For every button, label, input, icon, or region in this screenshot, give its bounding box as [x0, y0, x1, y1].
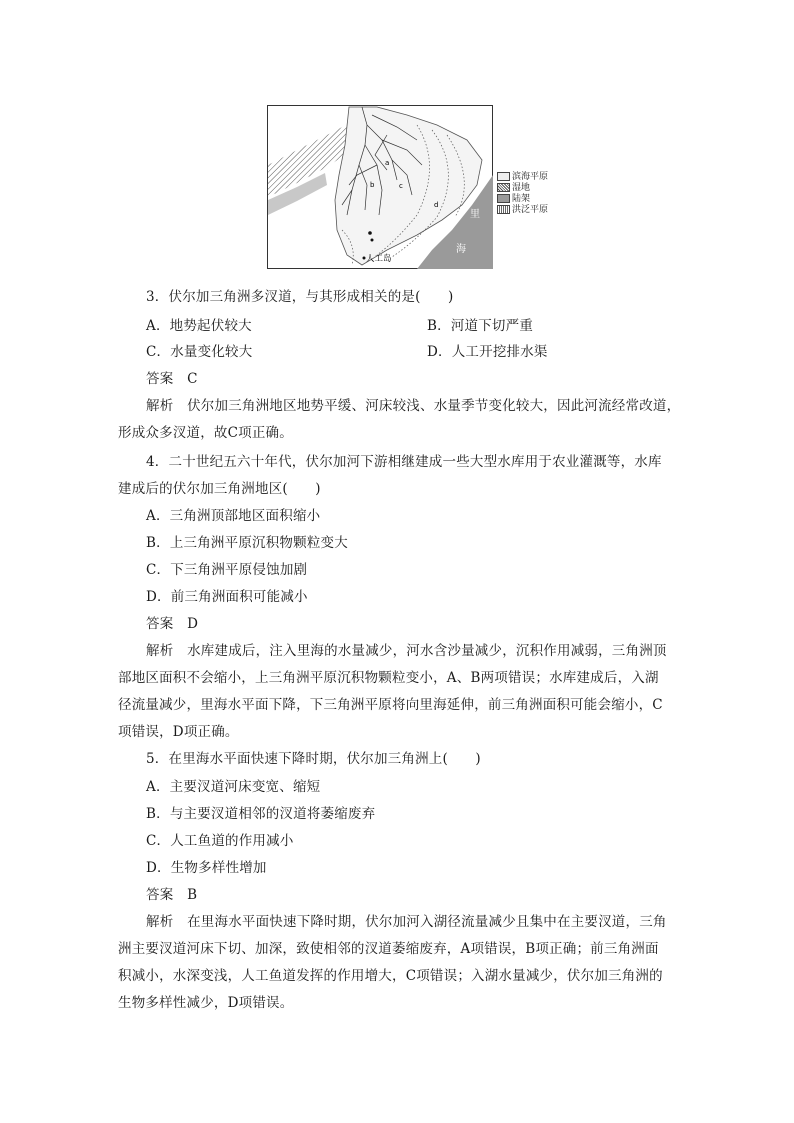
legend-item — [497, 194, 548, 205]
q5-analysis-line-1: 解析 在里海水平面快速下降时期，伏尔加河入湖径流量减少且集中在主要汊道，三角 — [146, 914, 667, 930]
legend-label: 滨海平原 — [512, 172, 549, 182]
legend-item — [497, 205, 548, 216]
volga-delta-map — [267, 105, 493, 269]
island-label: 人工岛 — [366, 254, 392, 264]
legend-label: 陆架 — [512, 194, 531, 204]
q5-option-d: D．生物多样性增加 — [146, 860, 267, 876]
legend-swatch — [497, 172, 510, 181]
legend-swatch — [497, 194, 510, 203]
q5-option-a: A．主要汊道河床变宽、缩短 — [146, 779, 321, 795]
q3-answer: 答案 C — [146, 371, 198, 387]
q3-option-b: B．河道下切严重 — [427, 318, 534, 334]
q5-stem: 5．在里海水平面快速下降时期，伏尔加三角洲上( ) — [146, 751, 481, 767]
q3-option-a: A．地势起伏较大 — [146, 318, 252, 334]
letter-d: d — [434, 201, 439, 209]
q4-option-b: B．上三角洲平原沉积物颗粒变大 — [146, 535, 348, 551]
island-dot — [368, 231, 372, 235]
q5-option-b: B．与主要汊道相邻的汊道将萎缩废弃 — [146, 806, 376, 822]
legend-label: 湿地 — [512, 183, 531, 193]
sea-label-2: 海 — [456, 244, 466, 255]
q5-analysis-line-2: 洲主要汊道河床下切、加深，致使相邻的汊道萎缩废弃，A项错误，B项正确；前三角洲面 — [118, 941, 659, 957]
q4-stem-line-2: 建成后的伏尔加三角洲地区( ) — [118, 481, 321, 497]
legend-swatch — [497, 205, 510, 214]
q3-option-d: D．人工开挖排水渠 — [427, 344, 548, 360]
letter-c: c — [399, 182, 403, 190]
q4-analysis-line-1: 解析 水库建成后，注入里海的水量减少，河水含沙量减少，沉积作用减弱，三角洲顶 — [146, 643, 667, 659]
q3-stem: 3．伏尔加三角洲多汊道，与其形成相关的是( ) — [146, 289, 454, 305]
q5-analysis-line-4: 生物多样性减少，D项错误。 — [118, 995, 294, 1011]
legend-label: 洪泛平原 — [512, 205, 549, 215]
sea-label-1: 里 — [470, 209, 480, 220]
legend — [497, 172, 548, 216]
q5-option-c: C．人工鱼道的作用减小 — [146, 833, 294, 849]
q4-option-a: A．三角洲顶部地区面积缩小 — [146, 508, 321, 524]
q3-analysis-line-1: 解析 伏尔加三角洲地区地势平缓、河床较浅、水量季节变化较大，因此河流经常改道， — [146, 398, 681, 414]
letter-b: b — [370, 181, 375, 189]
legend-item — [497, 172, 548, 183]
q4-analysis-line-3: 径流量减少，里海水平面下降，下三角洲平原将向里海延伸，前三角洲面积可能会缩小，C — [118, 697, 663, 713]
q3-option-c: C．水量变化较大 — [146, 344, 253, 360]
q4-option-c: C．下三角洲平原侵蚀加剧 — [146, 562, 308, 578]
q3-analysis-line-2: 形成众多汊道，故C项正确。 — [118, 425, 293, 441]
q4-answer: 答案 D — [146, 616, 199, 632]
q5-analysis-line-3: 积减小，水深变浅，人工鱼道发挥的作用增大，C项错误；入湖水量减少，伏尔加三角洲的 — [118, 968, 663, 984]
q5-answer: 答案 B — [146, 887, 198, 903]
letter-a: a — [385, 159, 390, 167]
q4-stem-line-1: 4．二十世纪五六十年代，伏尔加河下游相继建成一些大型水库用于农业灌溉等，水库 — [146, 454, 662, 470]
q4-option-d: D．前三角洲面积可能减小 — [146, 589, 308, 605]
q4-analysis-line-4: 项错误，D项正确。 — [118, 724, 239, 740]
q4-analysis-line-2: 部地区面积不会缩小，上三角洲平原沉积物颗粒变小，A、B两项错误；水库建成后，入湖 — [118, 670, 659, 686]
legend-swatch — [497, 183, 510, 192]
island-dot — [371, 239, 374, 242]
legend-item — [497, 183, 548, 194]
